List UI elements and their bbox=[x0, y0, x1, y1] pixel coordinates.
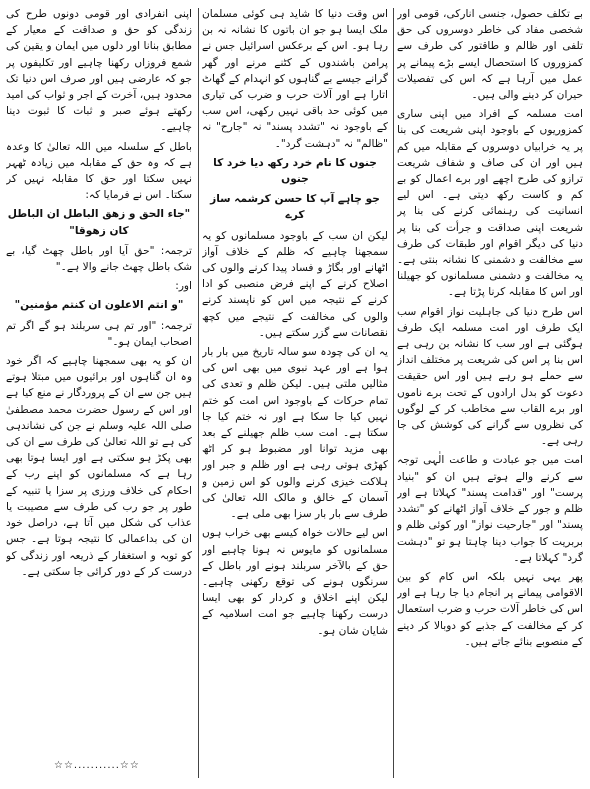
column-left bbox=[6, 6, 192, 776]
poetry-line: جو چاہے آپ کا حسن کرشمہ ساز کرے bbox=[210, 193, 380, 222]
column-right bbox=[397, 6, 583, 776]
paragraph: اس لیے حالات خواہ کیسے بھی خراب ہوں مسلمانوں کو مایوس نہ ہونا چاہیے اور حق کے بالآخر سربلند ہونے اور باطل کے سرنگوں ہونے کی توقع رکھنی چاہیے۔ لیکن اپنے اخلاق و کردار کو بھی ایسا درست رکھنا چاہیے جو امت اسلامیہ کے شایان شان ہو۔ bbox=[202, 527, 388, 637]
end-of-article-stars: ☆☆...........☆☆ bbox=[54, 760, 140, 771]
paragraph: اپنی انفرادی اور قومی دونوں طرح کی زندگی کو حق و صداقت کے معیار کے مطابق بنانا اور دلوں میں ایمان و یقین کی شمع فروزاں رکھنا چاہیے اور تکلیفوں پر جو کہ عارضی ہیں اور صرف اس دنیا تک محدود ہیں، آخرت کے اجر و ثواب کی امید رکھتے ہوئے صبر و ثبات کا ثبوت دینا چاہیے۔ bbox=[6, 8, 192, 134]
paragraph: پھر یہی نہیں بلکہ اس کام کو بین الاقوامی پیمانے پر انجام دیا جا رہا ہے اور اس کی خاطر آلات حرب و ضرب استعمال کر کے مخالفت کے جذبے کو دوبالا کر دینے کے منصوبے بنائے جاتے ہیں۔ bbox=[397, 570, 583, 648]
column-divider bbox=[393, 8, 394, 778]
verse-translation: ترجمہ: "اور تم ہی سربلند ہو گے اگر تم اصحاب ایمان ہو۔" bbox=[6, 319, 192, 348]
poetry-line: جنوں کا نام خرد رکھ دیا خرد کا جنوں bbox=[213, 156, 377, 186]
column-middle bbox=[202, 6, 388, 776]
paragraph: اس طرح دنیا کی جاہلیت نواز اقوام سب ایک طرف اور امت مسلمہ ایک طرف ہوگئی ہے اور سب کا نشانہ بن رہی ہے اس بنا پر اس کی شریعت پر مختلف انداز سے حملے ہو رہے ہیں اور اس حقیقت دعوت کو بدل ارادوں کے تحت برے ناموں اور برے القاب سے مخاطب کر کے لوگوں کی نظروں سے گرانے کی کوشش کی جا رہی ہے۔ bbox=[397, 305, 583, 448]
quran-verse: "و انتم الاعلون ان كنتم مؤمنين" bbox=[14, 299, 184, 312]
paragraph: ان کو یہ بھی سمجھنا چاہیے کہ اگر خود وہ ان گناہوں اور برائیوں میں مبتلا ہوتے ہیں جن سے ان کے پروردگار نے منع کیا ہے اور اس کے رسول حضرت محمد مصطفیٰ صلی اللہ علیہ وسلم نے جن کی نشاندہی کی ہے تو اللہ تعالیٰ کی طرف سے ان کی بھی پکڑ ہو سکتی ہے اور ایسا ہوتا بھی رہا ہے کہ مسلمانوں کو اپنے رب کے احکام کی خلاف ورزی پر سزا یا تنبیہ کے طور پر جو رب کی طرف سے مصیبت یا عذاب کی شکل میں آتا ہے، دراصل خود ان کی بداعمالی کا نتیجہ ہوتا ہے۔ جس کو توبہ و استغفار کے ذریعہ اور زندگی کو درست کر کے دور کرائی جا سکتی ہے۔ bbox=[6, 355, 192, 578]
paragraph: بے تکلف حصول، جنسی انارکی، قومی اور شخصی مفاد کی خاطر دوسروں کی حق تلفی اور ظالم و طاقتور کی طرف سے کمزوروں کا استحصال ایسے بڑے پیمانے پر عمل میں آرہا ہے کہ اس کی تفصیلات حیران کر دینے والی ہیں۔ bbox=[397, 8, 583, 102]
paragraph: امت مسلمہ کے افراد میں اپنی ساری کمزوریوں کے باوجود اپنی شریعت کی بنا پر یہ خرابیاں دوسروں کے مقابلہ میں کم ہیں اور ان کی صاف و شفاف شریعت ترازو کی طرح اچھے اور برے اعمال کو بے کم و کاست رکھ دیتی ہے۔ اس لیے انسانیت کی رہنمائی کرنے کی بنا پر شریعت اپنی صداقت و جرأت کی بنا پر دنیا کی دیگر اقوام اور طبقات کی طرف سے مخالفت و دشمنی کا نشانہ بنتی ہے۔ یہ مخالفت و دشمنی مسلمانوں کو جھیلنا اور اس کا مقابلہ کرنا پڑتا ہے۔ bbox=[397, 108, 583, 299]
paragraph: باطل کے سلسلہ میں اللہ تعالیٰ کا وعدہ ہے کہ وہ حق کے مقابلہ میں زیادہ ٹھہر نہیں سکتا اور حق کا مقابلہ نہیں کر سکتا۔ اس نے فرمایا کہ: bbox=[6, 140, 192, 202]
paragraph: اس وقت دنیا کا شاید ہی کوئی مسلمان ملک ایسا ہو جو ان باتوں کا نشانہ نہ بن رہا ہو۔ اس کے برعکس اسرائیل جس نے پرامن باشندوں کے کٹنے مرنے اور گھر گرانے جیسے بے گناہوں کو انہدام کے گھاٹ اتارا ہے اور آلات حرب و ضرب کی تیاری میں کوئی حد باقی نہیں رکھی، اس سب کے باوجود نہ "تشدد پسند" نہ "جارح" نہ "ظالم" نہ "دہشت گرد"۔ bbox=[202, 8, 388, 150]
paragraph: یہ ان کی چودہ سو سالہ تاریخ میں بار بار ہوا ہے اور عہد نبوی میں بھی اس کی مثالیں ملتی ہیں۔ لیکن ظلم و تعدی کی تمام حرکات کے باوجود اس امت کو ختم نہیں کیا جا سکا ہے اور نہ ختم کیا جا سکتا ہے۔ امت سب ظلم جھیلنے کے بعد بھی مزید توانا اور مضبوط ہو کر اٹھ کھڑی ہوتی رہی ہے اور ظلم و جبر اور ہلاکت خیزی کرنے والوں کو اس زمین و آسمان کے خالق و مالک اللہ تعالیٰ کی طرف سے بار بار سزا بھی ملی ہے۔ bbox=[202, 346, 388, 521]
paragraph: لیکن ان سب کے باوجود مسلمانوں کو یہ سمجھنا چاہیے کہ ظلم کے خلاف آواز اٹھانے اور بگاڑ و فساد پیدا کرنے والوں کی اصلاح کرنے کے اپنے فرض منصبی کو ادا کرنے کے نتیجہ میں اس کو ناپسند کرنے والوں کی مخالفت کے نتیجے میں کچھ نقصانات سے گزر سکتے ہیں۔ bbox=[202, 229, 388, 339]
quran-verse: "جاء الحق و زهق الباطل ان الباطل كان زهوقا" bbox=[7, 208, 191, 237]
paragraph: اور: bbox=[175, 280, 192, 293]
paragraph: امت میں جو عبادت و طاعت الٰہی توجہ سے کرنے والے ہوتے ہیں ان کو "بنیاد پرست" اور "قدامت پسند" کہلاتا ہے اور ظلم و جور کے خلاف آواز اٹھانے کو "تشدد پسند" اور "جارحیت نواز" اور کوئی ظلم و بربریت کا جواب دینا چاہتا ہو تو "دہشت گرد" کہلاتا ہے۔ bbox=[397, 454, 583, 564]
column-divider bbox=[198, 8, 199, 778]
verse-translation: ترجمہ: "حق آیا اور باطل چھٹ گیا، بے شک باطل چھٹ جانے والا ہے۔" bbox=[6, 244, 192, 274]
